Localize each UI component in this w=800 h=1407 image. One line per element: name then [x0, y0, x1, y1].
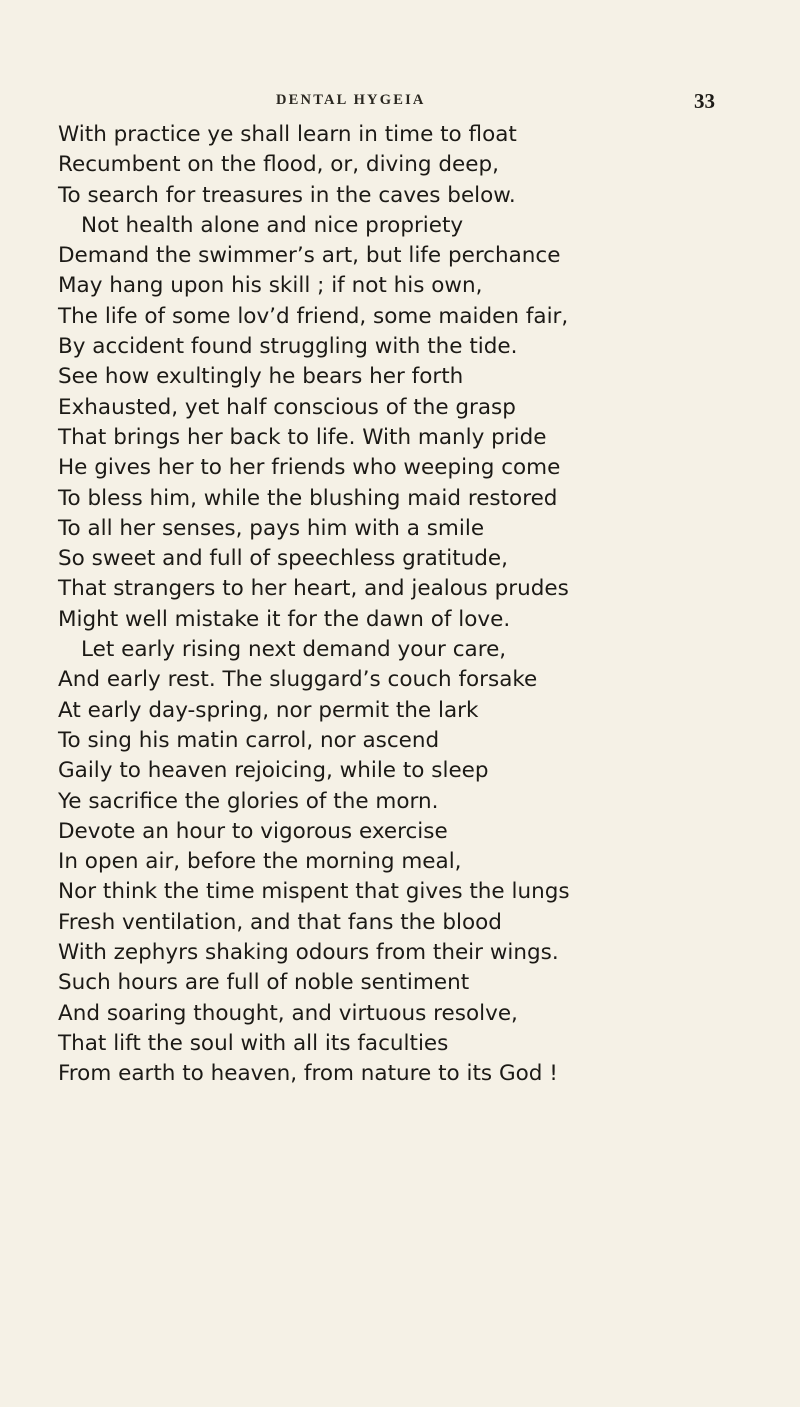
- poem-line: That lift the soul with all its faculties: [58, 1030, 449, 1056]
- running-head: DENTAL HYGEIA: [276, 92, 426, 108]
- poem-line: To sing his matin carrol, nor ascend: [58, 727, 440, 753]
- poem-line: At early day-spring, nor permit the lark: [58, 697, 479, 723]
- poem-line: With practice ye shall learn in time to float: [58, 122, 517, 147]
- poem-line: In open air, before the morning meal,: [58, 849, 462, 875]
- poem-line: Devote an hour to vigorous exercise: [58, 818, 448, 844]
- poem-line: To bless him, while the blushing maid restored: [58, 485, 558, 511]
- poem-line: By accident found struggling with the tide.: [58, 334, 518, 360]
- poem-line: So sweet and full of speechless gratitude,: [58, 546, 508, 572]
- poem-line: Such hours are full of noble sentiment: [58, 970, 470, 996]
- poem-line: And early rest. The sluggard’s couch forsake: [58, 667, 538, 693]
- page-number: 33: [694, 89, 715, 113]
- poem-line: Recumbent on the flood, or, diving deep,: [58, 152, 499, 178]
- poem-line: See how exultingly he bears her forth: [58, 364, 464, 390]
- poem-line: That strangers to her heart, and jealous prudes: [58, 576, 569, 602]
- poem-line: He gives her to her friends who weeping come: [58, 455, 561, 481]
- poem-line: The life of some lov’d friend, some maiden fair,: [58, 303, 569, 329]
- poem-line: Demand the swimmer’s art, but life perchance: [58, 243, 561, 269]
- poem-line: May hang upon his skill ; if not his own,: [58, 273, 483, 299]
- poem-line: Gaily to heaven rejoicing, while to sleep: [58, 758, 489, 784]
- poem-line: Not health alone and nice propriety: [81, 212, 464, 238]
- poem-line: And soaring thought, and virtuous resolve,: [58, 1000, 518, 1026]
- poem-line: Let early rising next demand your care,: [81, 637, 507, 663]
- poem-line: Ye sacrifice the glories of the morn.: [58, 788, 439, 814]
- poem-line: With zephyrs shaking odours from their wings.: [58, 940, 559, 966]
- poem-line: Fresh ventilation, and that fans the blood: [58, 909, 502, 935]
- poem-line: To all her senses, pays him with a smile: [58, 515, 485, 541]
- poem-line: To search for treasures in the caves below.: [58, 182, 516, 208]
- poem-text: [58, 120, 758, 1090]
- poem-line: From earth to heaven, from nature to its God !: [58, 1061, 558, 1087]
- poem-line: Exhausted, yet half conscious of the grasp: [58, 394, 516, 420]
- poem-line: Nor think the time mispent that gives the lungs: [58, 879, 570, 905]
- poem-line: Might well mistake it for the dawn of love.: [58, 606, 511, 632]
- page-header: [0, 89, 800, 116]
- poem-line: That brings her back to life. With manly pride: [58, 424, 547, 450]
